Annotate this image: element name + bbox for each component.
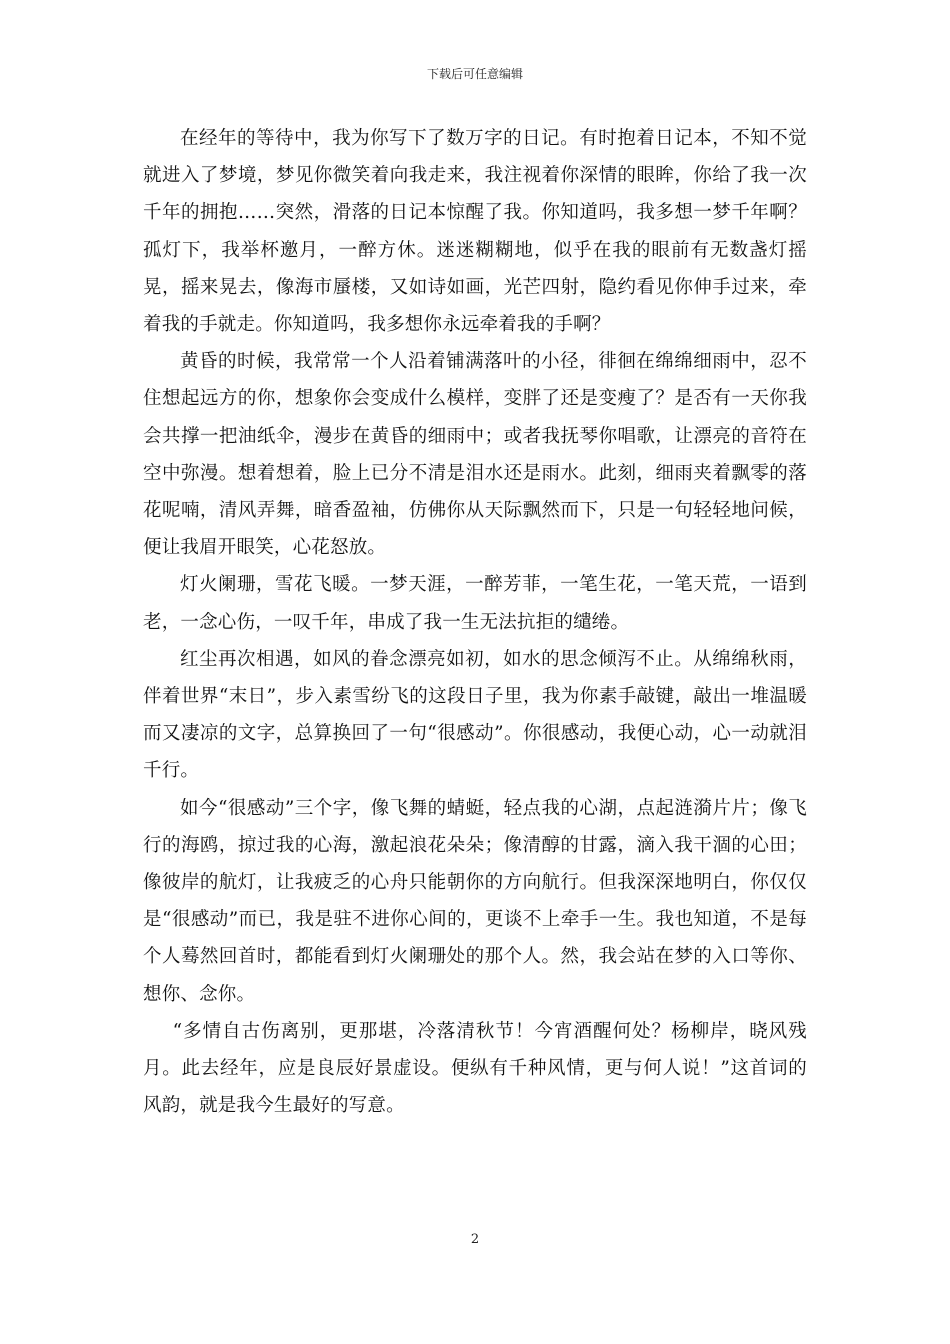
page-number: 2 <box>470 1232 480 1247</box>
paragraph: 灯火阑珊，雪花飞暖。一梦天涯，一醉芳菲，一笔生花，一笔天荒，一语到老，一念心伤，一叹千年，串成了我一生无法抗拒的缱绻。 <box>143 574 807 633</box>
paragraph: 黄昏的时候，我常常一个人沿着铺满落叶的小径，徘徊在绵绵细雨中，忍不住想起远方的你，想象你会变成什么模样，变胖了还是变瘦了？是否有一天你我会共撑一把油纸伞，漫步在黄昏的细雨中；或者我抚琴你唱歌，让漂亮的音符在空中弥漫。想着想着，脸上已分不清是泪水还是雨水。此刻，细雨夹着飘零的落花呢喃，清风弄舞，暗香盈袖，仿佛你从天际飘然而下，只是一句轻轻地问候，便让我眉开眼笑，心花怒放。 <box>143 351 807 559</box>
page-header: 下载后可任意编辑 <box>426 67 523 81</box>
paragraph: 红尘再次相遇，如风的眷念漂亮如初，如水的思念倾泻不止。从绵绵秋雨，伴着世界“末日”，步入素雪纷飞的这段日子里，我为你素手敲键，敲出一堆温暖而又凄凉的文字，总算换回了一句“很感动”。你很感动，我便心动，心一动就泪千行。 <box>143 648 807 782</box>
article-body <box>143 120 807 1124</box>
paragraph: 在经年的等待中，我为你写下了数万字的日记。有时抱着日记本，不知不觉就进入了梦境，梦见你微笑着向我走来，我注视着你深情的眼眸，你给了我一次千年的拥抱……突然，滑落的日记本惊醒了我。你知道吗，我多想一梦千年啊？孤灯下，我举杯邀月，一醉方休。迷迷糊糊地，似乎在我的眼前有无数盏灯摇晃，摇来晃去，像海市蜃楼，又如诗如画，光芒四射，隐约看见你伸手过来，牵着我的手就走。你知道吗，我多想你永远牵着我的手啊？ <box>143 128 807 336</box>
paragraph: 如今“很感动”三个字，像飞舞的蜻蜓，轻点我的心湖，点起涟漪片片；像飞行的海鸥，掠过我的心海，激起浪花朵朵；像清醇的甘露，滴入我干涸的心田；像彼岸的航灯，让我疲乏的心舟只能朝你的方向航行。但我深深地明白，你仅仅是“很感动”而已，我是驻不进你心间的，更谈不上牵手一生。我也知道，不是每个人蓦然回首时，都能看到灯火阑珊处的那个人。然，我会站在梦的入口等你、想你、念你。 <box>143 797 807 1005</box>
paragraph-poem-quote: “多情自古伤离别，更那堪，冷落清秋节！今宵酒醒何处？杨柳岸，晓风残月。此去经年，应是良辰好景虚设。便纵有千种风情，更与何人说！”这首词的风韵，就是我今生最好的写意。 <box>143 1020 807 1117</box>
